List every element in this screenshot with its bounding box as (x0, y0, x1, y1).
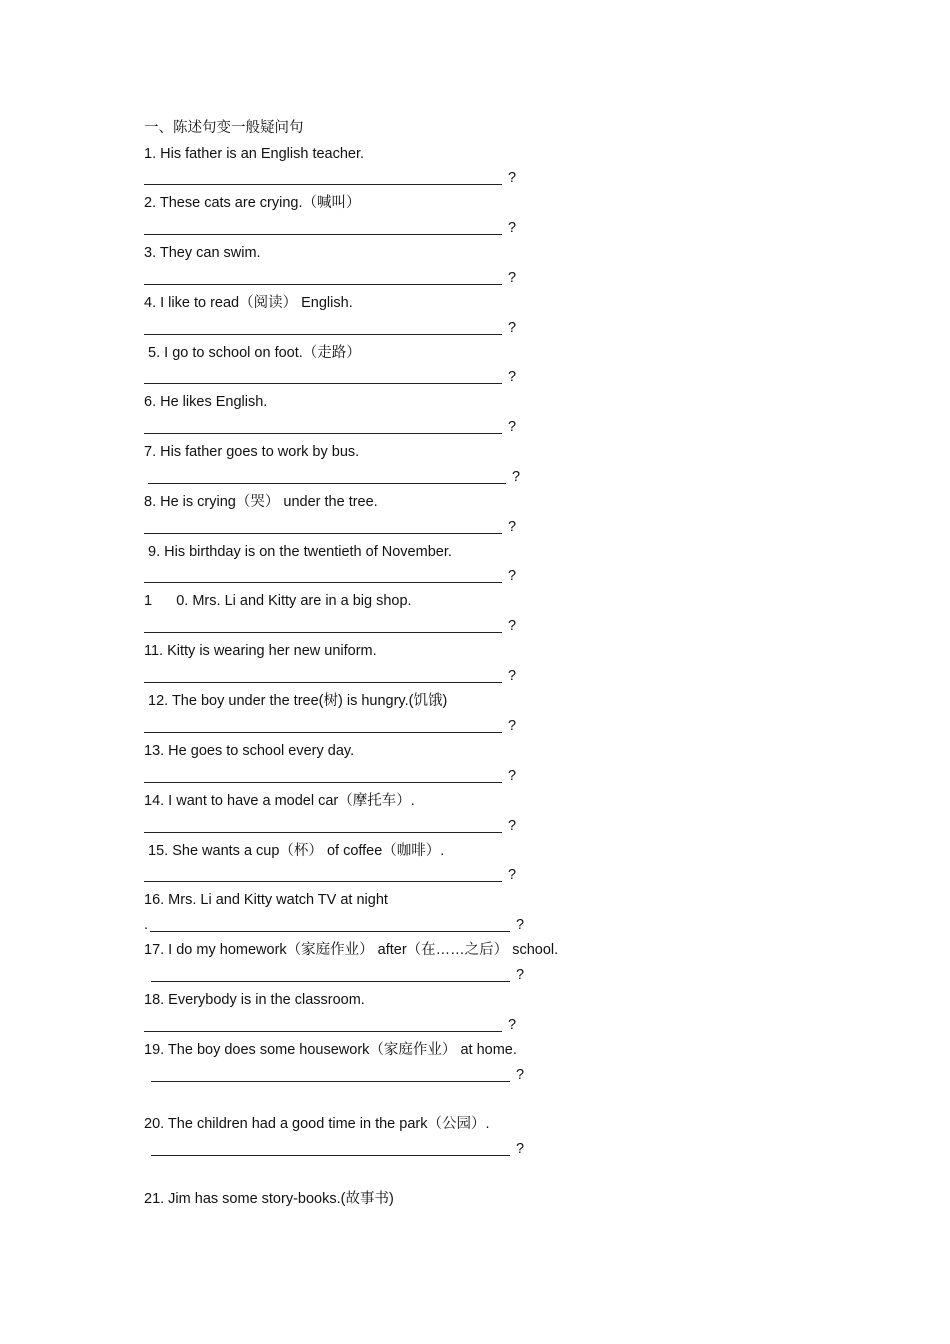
question-8: 8. He is crying（哭） under the tree. (144, 494, 378, 510)
question-13: 13. He goes to school every day. (144, 743, 355, 759)
answer-blank[interactable] (144, 169, 502, 185)
answer-blank[interactable] (151, 1066, 510, 1082)
question-mark: ? (508, 568, 517, 584)
answer-line-3[interactable] (144, 269, 516, 287)
question-mark: ? (508, 818, 517, 834)
answer-line-10[interactable] (144, 617, 516, 635)
question-1: 1. His father is an English teacher. (144, 146, 365, 162)
answer-line-19[interactable] (151, 1066, 524, 1084)
answer-blank[interactable] (151, 1140, 510, 1156)
question-5: 5. I go to school on foot.（走路） (144, 345, 361, 361)
question-mark: ? (516, 967, 525, 983)
answer-blank[interactable] (151, 966, 510, 982)
question-17: 17. I do my homework（家庭作业） after（在……之后） school. (144, 942, 559, 958)
answer-blank[interactable] (144, 319, 502, 335)
answer-blank[interactable] (144, 567, 502, 583)
answer-blank[interactable] (144, 219, 502, 235)
question-21: 21. Jim has some story-books.(故事书) (144, 1191, 394, 1207)
question-mark: ? (512, 469, 521, 485)
question-mark: ? (508, 220, 517, 236)
question-mark: ? (508, 768, 517, 784)
question-11: 11. Kitty is wearing her new uniform. (144, 643, 377, 659)
section-title: 一、陈述句变一般疑问句 (144, 120, 304, 136)
answer-blank[interactable] (144, 717, 502, 733)
question-18: 18. Everybody is in the classroom. (144, 992, 365, 1008)
answer-blank[interactable] (144, 1016, 502, 1032)
answer-line-13[interactable] (144, 767, 516, 785)
question-6: 6. He likes English. (144, 394, 268, 410)
answer-line-11[interactable] (144, 667, 516, 685)
answer-line-2[interactable] (144, 219, 516, 237)
question-19: 19. The boy does some housework（家庭作业） at home. (144, 1042, 517, 1058)
answer-line-8[interactable] (144, 518, 516, 536)
question-4: 4. I like to read（阅读） English. (144, 295, 353, 311)
question-mark: ? (508, 419, 517, 435)
question-15: 15. She wants a cup（杯） of coffee（咖啡）. (144, 843, 445, 859)
answer-line-20[interactable] (151, 1140, 524, 1158)
question-16: 16. Mrs. Li and Kitty watch TV at night (144, 892, 388, 908)
question-mark: ? (508, 1017, 517, 1033)
answer-blank[interactable] (144, 617, 502, 633)
answer-blank[interactable] (150, 916, 510, 932)
question-20: 20. The children had a good time in the park（公园）. (144, 1116, 490, 1132)
question-mark: ? (516, 1141, 525, 1157)
answer-blank[interactable] (144, 817, 502, 833)
answer-blank[interactable] (144, 269, 502, 285)
answer-line-7[interactable] (148, 468, 520, 486)
answer-blank[interactable] (144, 418, 502, 434)
question-2: 2. These cats are crying.（喊叫） (144, 195, 361, 211)
answer-line-16[interactable] (144, 916, 524, 934)
question-mark: ? (508, 369, 517, 385)
question-12: 12. The boy under the tree(树) is hungry.(饥饿) (144, 693, 448, 709)
question-mark: ? (508, 618, 517, 634)
question-7: 7. His father goes to work by bus. (144, 444, 360, 460)
answer-blank[interactable] (144, 368, 502, 384)
question-3: 3. They can swim. (144, 245, 261, 261)
answer-line-14[interactable] (144, 817, 516, 835)
answer-blank[interactable] (144, 667, 502, 683)
question-mark: ? (516, 1067, 525, 1083)
question-10: 1 0. Mrs. Li and Kitty are in a big shop. (144, 593, 412, 609)
answer-blank[interactable] (148, 468, 506, 484)
leading-dot: . (144, 917, 149, 933)
answer-blank[interactable] (144, 518, 502, 534)
question-mark: ? (508, 668, 517, 684)
question-mark: ? (508, 867, 517, 883)
answer-line-17[interactable] (151, 966, 524, 984)
question-mark: ? (508, 320, 517, 336)
question-9: 9. His birthday is on the twentieth of November. (144, 544, 452, 560)
answer-line-12[interactable] (144, 717, 516, 735)
answer-line-5[interactable] (144, 368, 516, 386)
answer-blank[interactable] (144, 767, 502, 783)
question-mark: ? (516, 917, 525, 933)
answer-line-15[interactable] (144, 866, 516, 884)
answer-line-18[interactable] (144, 1016, 516, 1034)
answer-blank[interactable] (144, 866, 502, 882)
answer-line-9[interactable] (144, 567, 516, 585)
question-mark: ? (508, 270, 517, 286)
answer-line-4[interactable] (144, 319, 516, 337)
answer-line-1[interactable] (144, 169, 516, 187)
question-mark: ? (508, 170, 517, 186)
question-mark: ? (508, 718, 517, 734)
question-14: 14. I want to have a model car（摩托车）. (144, 793, 415, 809)
answer-line-6[interactable] (144, 418, 516, 436)
question-mark: ? (508, 519, 517, 535)
